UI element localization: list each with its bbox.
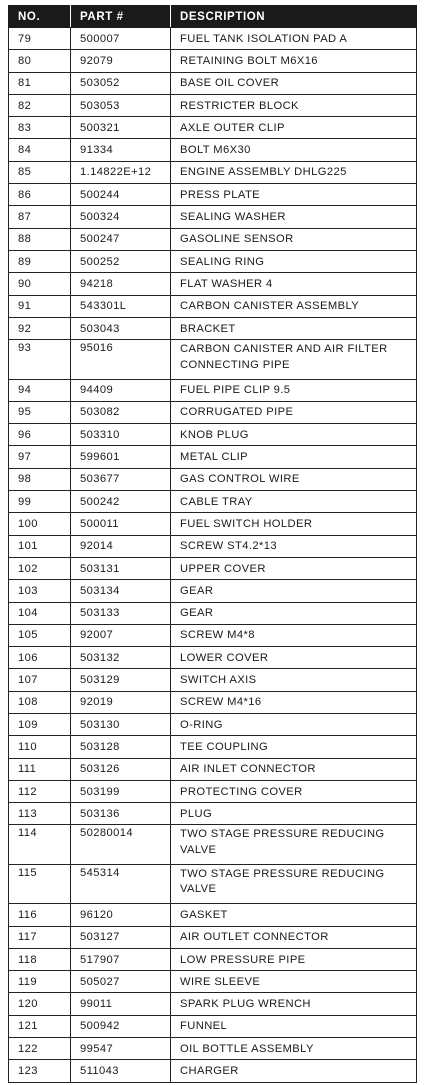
cell-part-number: 503052 bbox=[71, 72, 171, 94]
table-row bbox=[9, 736, 417, 758]
cell-no: 115 bbox=[9, 864, 71, 903]
cell-no: 81 bbox=[9, 72, 71, 94]
cell-part-number: 92079 bbox=[71, 50, 171, 72]
cell-part-number: 503199 bbox=[71, 780, 171, 802]
cell-description: SPARK PLUG WRENCH bbox=[171, 993, 417, 1015]
cell-no: 80 bbox=[9, 50, 71, 72]
cell-part-number: 503082 bbox=[71, 401, 171, 423]
cell-no: 107 bbox=[9, 669, 71, 691]
cell-part-number: 543301L bbox=[71, 295, 171, 317]
cell-part-number: 503131 bbox=[71, 557, 171, 579]
cell-description: BRACKET bbox=[171, 317, 417, 339]
cell-no: 116 bbox=[9, 904, 71, 926]
cell-part-number: 500321 bbox=[71, 117, 171, 139]
cell-description: TWO STAGE PRESSURE REDUCING VALVE bbox=[171, 825, 417, 864]
table-row bbox=[9, 273, 417, 295]
cell-no: 92 bbox=[9, 317, 71, 339]
cell-part-number: 92019 bbox=[71, 691, 171, 713]
cell-no: 79 bbox=[9, 28, 71, 50]
cell-description: CABLE TRAY bbox=[171, 491, 417, 513]
cell-description: GASOLINE SENSOR bbox=[171, 228, 417, 250]
header-no: NO. bbox=[9, 6, 71, 28]
cell-part-number: 500242 bbox=[71, 491, 171, 513]
cell-part-number: 500011 bbox=[71, 513, 171, 535]
cell-part-number: 96120 bbox=[71, 904, 171, 926]
header-row bbox=[9, 6, 417, 28]
cell-no: 114 bbox=[9, 825, 71, 864]
table-row bbox=[9, 139, 417, 161]
cell-no: 120 bbox=[9, 993, 71, 1015]
cell-description: UPPER COVER bbox=[171, 557, 417, 579]
cell-part-number: 511043 bbox=[71, 1060, 171, 1082]
cell-no: 88 bbox=[9, 228, 71, 250]
cell-no: 86 bbox=[9, 184, 71, 206]
table-row bbox=[9, 117, 417, 139]
table-row bbox=[9, 602, 417, 624]
cell-description: RESTRICTER BLOCK bbox=[171, 94, 417, 116]
table-row bbox=[9, 468, 417, 490]
table-row bbox=[9, 250, 417, 272]
cell-description: AIR INLET CONNECTOR bbox=[171, 758, 417, 780]
cell-no: 105 bbox=[9, 624, 71, 646]
cell-no: 102 bbox=[9, 557, 71, 579]
cell-description: AIR OUTLET CONNECTOR bbox=[171, 926, 417, 948]
cell-description: GASKET bbox=[171, 904, 417, 926]
cell-no: 117 bbox=[9, 926, 71, 948]
cell-description: SCREW M4*8 bbox=[171, 624, 417, 646]
cell-description: LOW PRESSURE PIPE bbox=[171, 948, 417, 970]
cell-description: FUEL PIPE CLIP 9.5 bbox=[171, 379, 417, 401]
cell-part-number: 503134 bbox=[71, 580, 171, 602]
cell-no: 83 bbox=[9, 117, 71, 139]
cell-no: 90 bbox=[9, 273, 71, 295]
table-row bbox=[9, 94, 417, 116]
cell-no: 108 bbox=[9, 691, 71, 713]
cell-part-number: 517907 bbox=[71, 948, 171, 970]
cell-part-number: 500942 bbox=[71, 1015, 171, 1037]
cell-part-number: 503133 bbox=[71, 602, 171, 624]
table-row bbox=[9, 780, 417, 802]
header-part-number: PART # bbox=[71, 6, 171, 28]
cell-part-number: 99547 bbox=[71, 1038, 171, 1060]
cell-no: 85 bbox=[9, 161, 71, 183]
table-row bbox=[9, 206, 417, 228]
table-row bbox=[9, 993, 417, 1015]
cell-part-number: 500007 bbox=[71, 28, 171, 50]
cell-no: 93 bbox=[9, 340, 71, 379]
cell-part-number: 91334 bbox=[71, 139, 171, 161]
table-row bbox=[9, 557, 417, 579]
cell-part-number: 95016 bbox=[71, 340, 171, 379]
table-row bbox=[9, 825, 417, 864]
cell-description: AXLE OUTER CLIP bbox=[171, 117, 417, 139]
cell-part-number: 503043 bbox=[71, 317, 171, 339]
cell-description: PRESS PLATE bbox=[171, 184, 417, 206]
cell-no: 95 bbox=[9, 401, 71, 423]
cell-description: CARBON CANISTER AND AIR FILTER CONNECTING PIPE bbox=[171, 340, 417, 379]
table-row bbox=[9, 424, 417, 446]
table-row bbox=[9, 340, 417, 379]
cell-part-number: 92007 bbox=[71, 624, 171, 646]
cell-part-number: 503677 bbox=[71, 468, 171, 490]
cell-no: 110 bbox=[9, 736, 71, 758]
table-row bbox=[9, 513, 417, 535]
table-row bbox=[9, 714, 417, 736]
cell-no: 97 bbox=[9, 446, 71, 468]
table-row bbox=[9, 28, 417, 50]
cell-part-number: 599601 bbox=[71, 446, 171, 468]
cell-no: 123 bbox=[9, 1060, 71, 1082]
cell-no: 113 bbox=[9, 803, 71, 825]
cell-description: GAS CONTROL WIRE bbox=[171, 468, 417, 490]
table-row bbox=[9, 317, 417, 339]
table-row bbox=[9, 926, 417, 948]
table-row bbox=[9, 864, 417, 903]
cell-description: SCREW ST4.2*13 bbox=[171, 535, 417, 557]
cell-no: 106 bbox=[9, 647, 71, 669]
cell-no: 118 bbox=[9, 948, 71, 970]
cell-no: 91 bbox=[9, 295, 71, 317]
cell-part-number: 92014 bbox=[71, 535, 171, 557]
table-body bbox=[9, 28, 417, 1083]
cell-description: METAL CLIP bbox=[171, 446, 417, 468]
cell-part-number: 503053 bbox=[71, 94, 171, 116]
cell-part-number: 545314 bbox=[71, 864, 171, 903]
cell-part-number: 503136 bbox=[71, 803, 171, 825]
table-row bbox=[9, 50, 417, 72]
cell-part-number: 503130 bbox=[71, 714, 171, 736]
table-row bbox=[9, 295, 417, 317]
table-row bbox=[9, 379, 417, 401]
table-row bbox=[9, 803, 417, 825]
table-row bbox=[9, 491, 417, 513]
cell-description: PLUG bbox=[171, 803, 417, 825]
cell-description: KNOB PLUG bbox=[171, 424, 417, 446]
table-row bbox=[9, 401, 417, 423]
cell-description: RETAINING BOLT M6X16 bbox=[171, 50, 417, 72]
cell-part-number: 94409 bbox=[71, 379, 171, 401]
cell-no: 119 bbox=[9, 971, 71, 993]
table-row bbox=[9, 971, 417, 993]
table-row bbox=[9, 228, 417, 250]
cell-description: BOLT M6X30 bbox=[171, 139, 417, 161]
cell-part-number: 500244 bbox=[71, 184, 171, 206]
cell-part-number: 503132 bbox=[71, 647, 171, 669]
table-row bbox=[9, 624, 417, 646]
cell-part-number: 99011 bbox=[71, 993, 171, 1015]
cell-no: 104 bbox=[9, 602, 71, 624]
cell-description: CARBON CANISTER ASSEMBLY bbox=[171, 295, 417, 317]
cell-part-number: 503127 bbox=[71, 926, 171, 948]
table-header bbox=[9, 6, 417, 28]
cell-description: FLAT WASHER 4 bbox=[171, 273, 417, 295]
cell-description: BASE OIL COVER bbox=[171, 72, 417, 94]
cell-description: SCREW M4*16 bbox=[171, 691, 417, 713]
cell-description: FUEL TANK ISOLATION PAD A bbox=[171, 28, 417, 50]
cell-description: TWO STAGE PRESSURE REDUCING VALVE bbox=[171, 864, 417, 903]
table-row bbox=[9, 161, 417, 183]
cell-no: 94 bbox=[9, 379, 71, 401]
cell-no: 89 bbox=[9, 250, 71, 272]
table-row bbox=[9, 1015, 417, 1037]
cell-part-number: 503126 bbox=[71, 758, 171, 780]
table-row bbox=[9, 1038, 417, 1060]
header-description: DESCRIPTION bbox=[171, 6, 417, 28]
cell-description: SWITCH AXIS bbox=[171, 669, 417, 691]
table-row bbox=[9, 691, 417, 713]
cell-description: SEALING WASHER bbox=[171, 206, 417, 228]
cell-part-number: 500252 bbox=[71, 250, 171, 272]
cell-no: 98 bbox=[9, 468, 71, 490]
cell-no: 122 bbox=[9, 1038, 71, 1060]
table-row bbox=[9, 446, 417, 468]
cell-part-number: 500247 bbox=[71, 228, 171, 250]
table-row bbox=[9, 184, 417, 206]
table-row bbox=[9, 758, 417, 780]
cell-part-number: 505027 bbox=[71, 971, 171, 993]
cell-description: ENGINE ASSEMBLY DHLG225 bbox=[171, 161, 417, 183]
cell-description: FUEL SWITCH HOLDER bbox=[171, 513, 417, 535]
cell-part-number: 503310 bbox=[71, 424, 171, 446]
cell-description: GEAR bbox=[171, 602, 417, 624]
parts-table bbox=[8, 5, 417, 1083]
cell-no: 112 bbox=[9, 780, 71, 802]
cell-part-number: 94218 bbox=[71, 273, 171, 295]
cell-no: 82 bbox=[9, 94, 71, 116]
cell-no: 109 bbox=[9, 714, 71, 736]
cell-description: SEALING RING bbox=[171, 250, 417, 272]
table-row bbox=[9, 580, 417, 602]
cell-no: 101 bbox=[9, 535, 71, 557]
cell-part-number: 50280014 bbox=[71, 825, 171, 864]
cell-no: 100 bbox=[9, 513, 71, 535]
cell-description: LOWER COVER bbox=[171, 647, 417, 669]
table-row bbox=[9, 948, 417, 970]
cell-description: OIL BOTTLE ASSEMBLY bbox=[171, 1038, 417, 1060]
cell-description: WIRE SLEEVE bbox=[171, 971, 417, 993]
table-row bbox=[9, 904, 417, 926]
cell-description: CHARGER bbox=[171, 1060, 417, 1082]
cell-no: 103 bbox=[9, 580, 71, 602]
cell-part-number: 500324 bbox=[71, 206, 171, 228]
cell-no: 121 bbox=[9, 1015, 71, 1037]
cell-description: PROTECTING COVER bbox=[171, 780, 417, 802]
table-row bbox=[9, 535, 417, 557]
cell-no: 99 bbox=[9, 491, 71, 513]
cell-description: TEE COUPLING bbox=[171, 736, 417, 758]
cell-description: O-RING bbox=[171, 714, 417, 736]
cell-part-number: 1.14822E+12 bbox=[71, 161, 171, 183]
cell-no: 87 bbox=[9, 206, 71, 228]
table-row bbox=[9, 72, 417, 94]
cell-description: FUNNEL bbox=[171, 1015, 417, 1037]
cell-no: 84 bbox=[9, 139, 71, 161]
cell-part-number: 503128 bbox=[71, 736, 171, 758]
table-row bbox=[9, 669, 417, 691]
cell-description: GEAR bbox=[171, 580, 417, 602]
table-row bbox=[9, 647, 417, 669]
cell-description: CORRUGATED PIPE bbox=[171, 401, 417, 423]
cell-no: 111 bbox=[9, 758, 71, 780]
table-row bbox=[9, 1060, 417, 1082]
cell-no: 96 bbox=[9, 424, 71, 446]
cell-part-number: 503129 bbox=[71, 669, 171, 691]
